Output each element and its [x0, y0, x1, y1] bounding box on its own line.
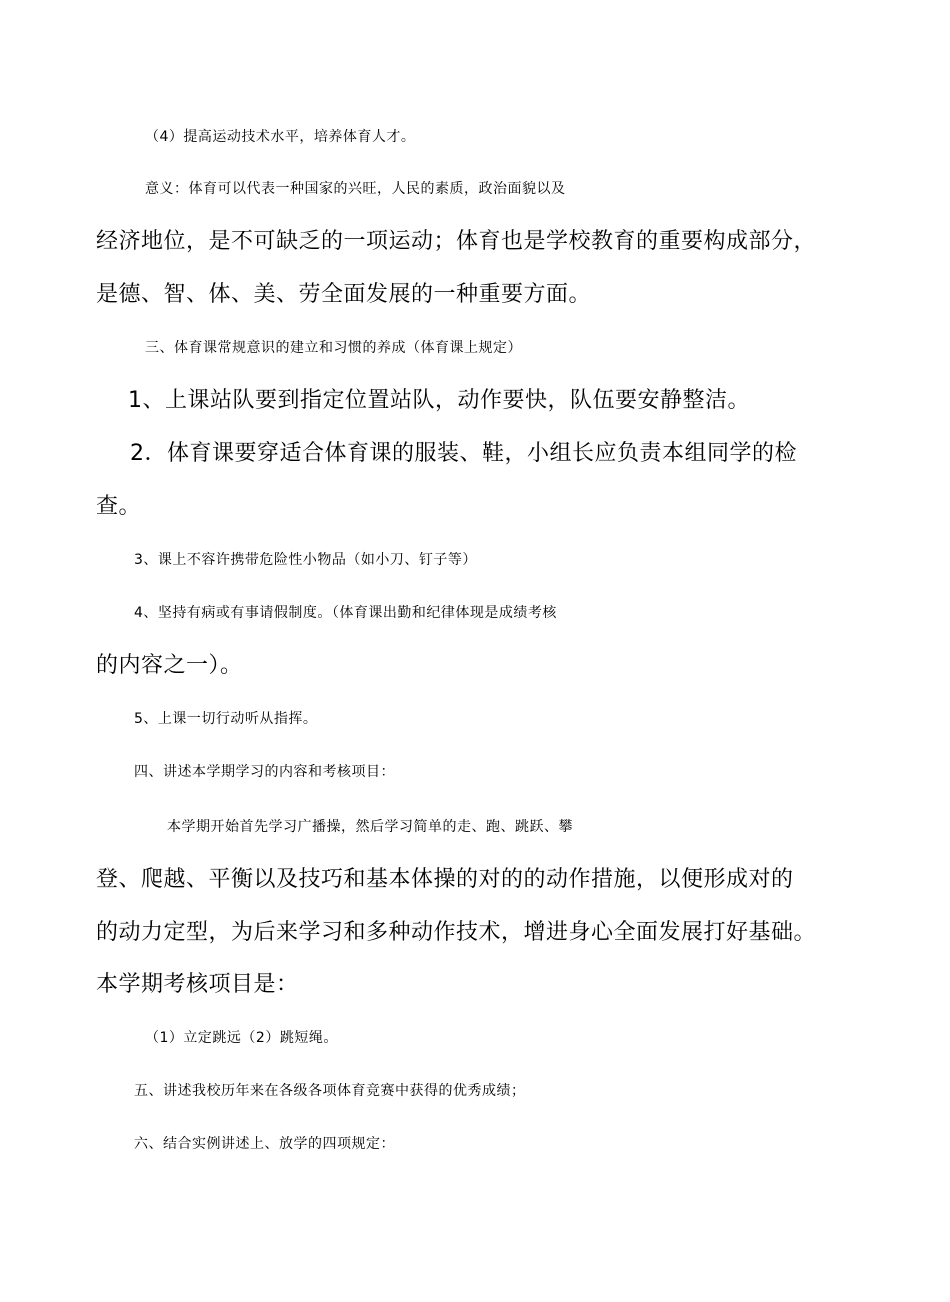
text-line: 经济地位，是不可缺乏的一项运动；体育也是学校教育的重要构成部分，	[96, 229, 817, 254]
text-line: 2．体育课要穿适合体育课的服装、鞋，小组长应负责本组同学的检	[130, 441, 797, 466]
text-line: 5、上课一切行动听从指挥。	[134, 711, 318, 727]
heading-line: 四、讲述本学期学习的内容和考核项目：	[134, 764, 395, 780]
text-line: 3、课上不容许携带危险性小物品（如小刀、钉子等）	[134, 552, 477, 568]
text-line: 的内容之一）。	[96, 653, 243, 678]
text-line: 登、爬越、平衡以及技巧和基本体操的对的的动作措施，以便形成对的	[96, 867, 794, 892]
heading-line: 五、讲述我校历年来在各级各项体育竞赛中获得的优秀成绩；	[134, 1083, 526, 1099]
text-line: 本学期考核项目是：	[96, 972, 299, 997]
text-line: 的动力定型，为后来学习和多种动作技术，增进身心全面发展打好基础。	[96, 920, 817, 945]
text-line: 1、上课站队要到指定位置站队，动作要快，队伍要安静整洁。	[128, 388, 750, 413]
text-line: 意义：体育可以代表一种国家的兴旺，人民的素质，政治面貌以及	[145, 181, 566, 197]
text-line: 查。	[96, 494, 142, 519]
text-line: 本学期开始首先学习广播操，然后学习简单的走、跑、跳跃、攀	[167, 819, 573, 835]
heading-line: 三、体育课常规意识的建立和习惯的养成（体育课上规定）	[145, 340, 522, 356]
text-line: （4）提高运动技术水平，培养体育人才。	[145, 129, 416, 145]
text-line: 4、坚持有病或有事请假制度。（体育课出勤和纪律体现是成绩考核	[134, 605, 557, 621]
text-line: 是德、智、体、美、劳全面发展的一种重要方面。	[96, 282, 592, 307]
heading-line: 六、结合实例讲述上、放学的四项规定：	[134, 1136, 395, 1152]
text-line: （1）立定跳远（2）跳短绳。	[145, 1030, 338, 1046]
